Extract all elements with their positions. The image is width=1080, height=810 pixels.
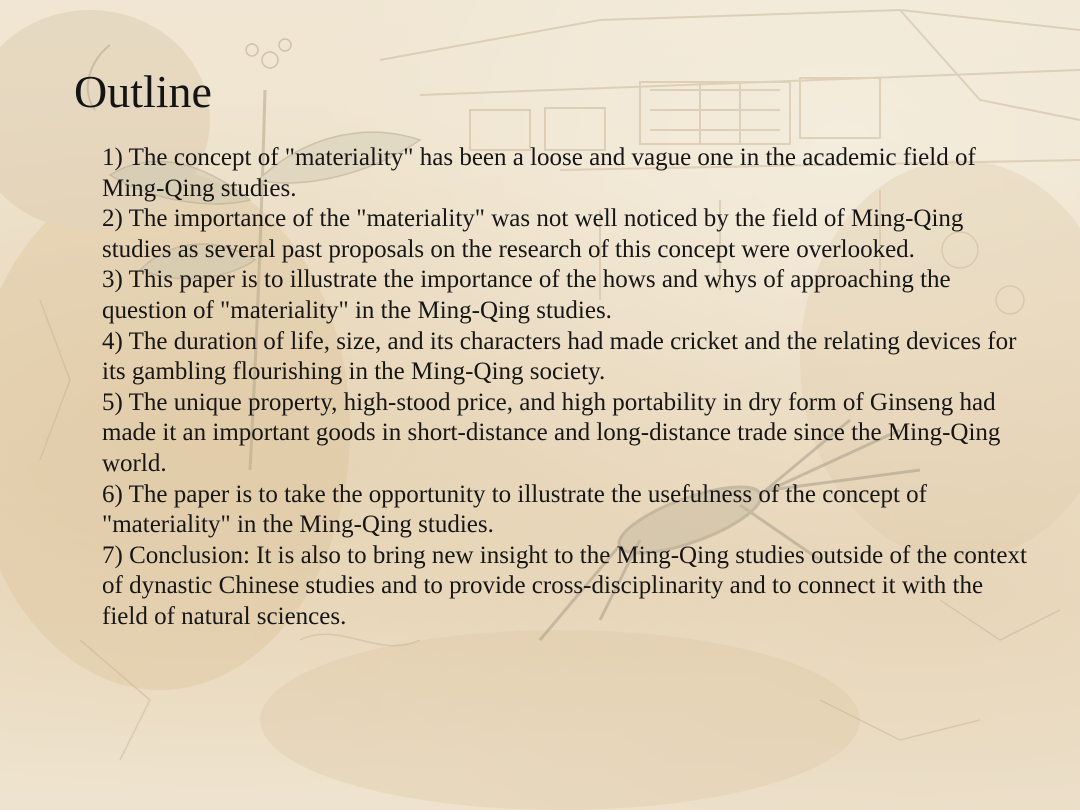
outline-item-1: 1) The concept of "materiality" has been a loose and vague one in the academic field of Ming-Qing studies. [102, 144, 976, 202]
outline-item-2: 2) The importance of the "materiality" was not well noticed by the field of Ming-Qing studies as several past proposals on the research of this concept were overlooked. [102, 205, 964, 263]
slide-title: Outline [74, 66, 212, 117]
outline-item-4: 4) The duration of life, size, and its characters had made cricket and the relating devices for its gambling flourishing in the Ming-Qing society. [102, 327, 1017, 386]
outline-item-5: 5) The unique property, high-stood price, and high portability in dry form of Ginseng had made it an important goods in short-distance and long-distance trade since the Ming-Qing world. [102, 388, 1001, 477]
outline-item-6: 6) The paper is to take the opportunity to illustrate the usefulness of the concept of "materiality" in the Ming-Qing studies. [102, 480, 928, 539]
outline-item-7: 7) Conclusion: It is also to bring new insight to the Ming-Qing studies outside of the context of dynastic Chinese studies and to provide cross-disciplinarity and to connect it with the field of natural sciences. [102, 541, 1027, 630]
outline-list [102, 143, 1032, 633]
outline-item-3: 3) This paper is to illustrate the importance of the hows and whys of approaching the question of "materiality" in the Ming-Qing studies. [102, 266, 951, 324]
